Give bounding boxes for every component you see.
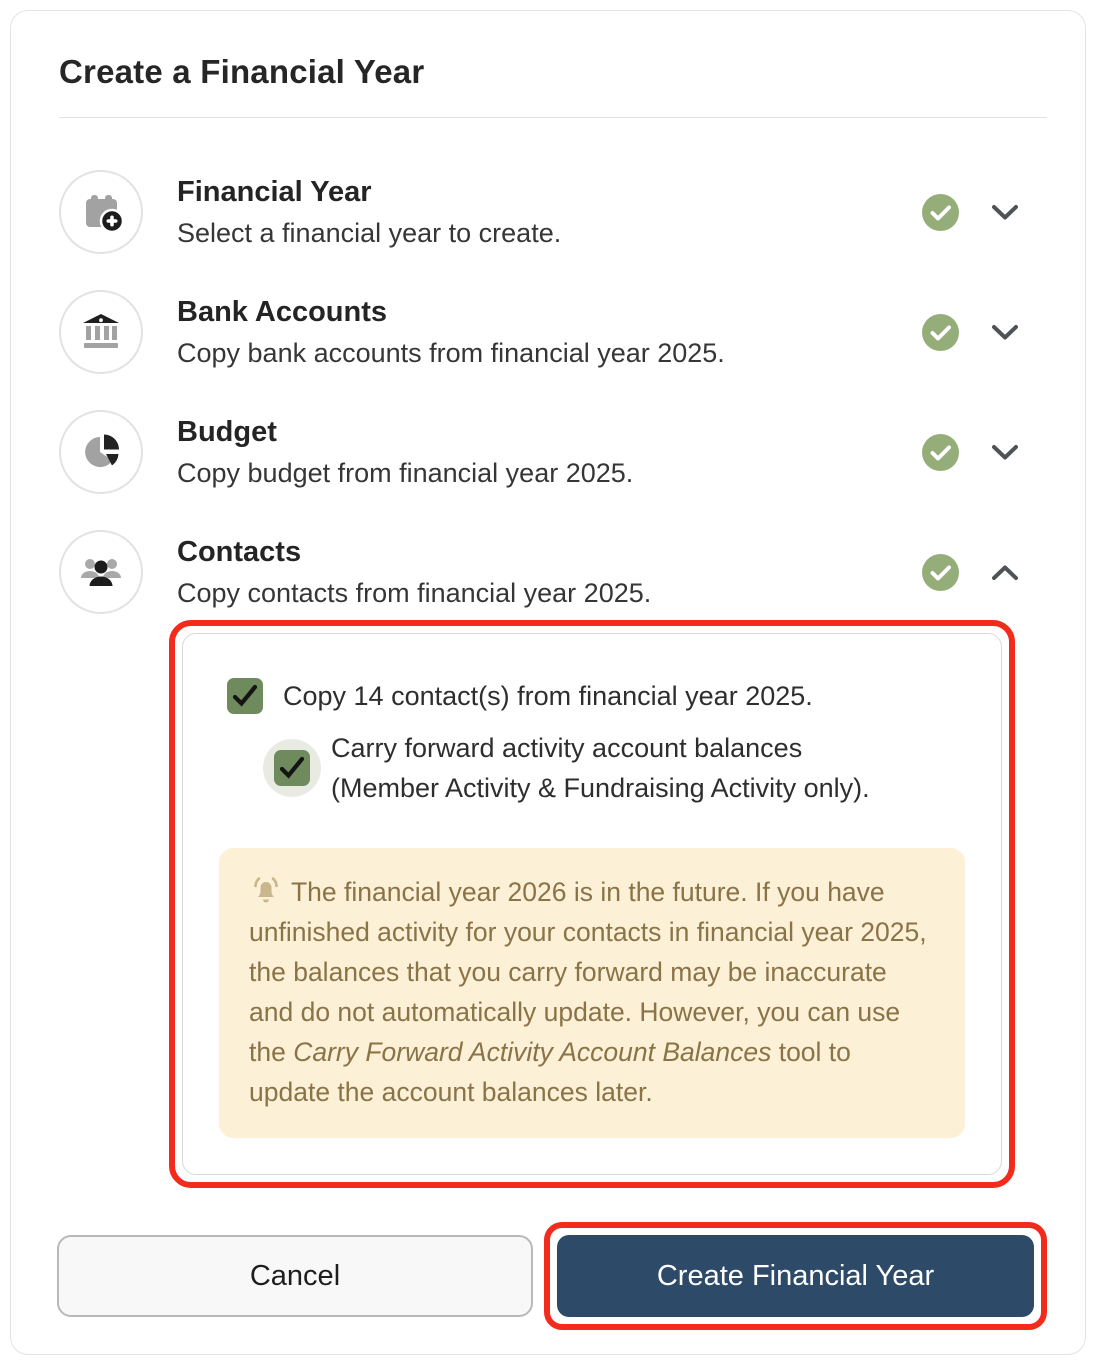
- people-icon: [59, 530, 143, 614]
- highlight-ring-contacts-panel: [169, 620, 1015, 1188]
- check-circle-icon: [922, 314, 959, 351]
- title-divider: [59, 117, 1047, 118]
- notice-text-before: The financial year 2026 is in the future. If you have unfinished activity for your contacts in financial year 2025, the balances that you carry forward may be inaccurate and do not automatically update. However, you can use the: [249, 877, 927, 1067]
- step-title-contacts: Contacts: [177, 535, 302, 568]
- step-row-contacts: [59, 530, 1043, 614]
- bell-icon: [249, 874, 283, 906]
- step-subtitle-contacts: Copy contacts from financial year 2025.: [177, 577, 652, 608]
- copy-contacts-label: Copy 14 contact(s) from financial year 2025.: [283, 680, 813, 711]
- carry-forward-label: [331, 728, 870, 808]
- check-circle-icon: [922, 194, 959, 231]
- step-title-financial-year: Financial Year: [177, 175, 372, 208]
- step-title-bank-accounts: Bank Accounts: [177, 295, 388, 328]
- step-subtitle-budget: Copy budget from financial year 2025.: [177, 457, 634, 488]
- copy-contacts-checkbox-row: [227, 678, 965, 714]
- check-circle-icon: [922, 434, 959, 471]
- notice-text-after: tool to update the account balances later.: [249, 1037, 851, 1107]
- step-subtitle-bank-accounts: Copy bank accounts from financial year 2025.: [177, 337, 725, 368]
- copy-contacts-checkbox[interactable]: [227, 678, 263, 714]
- step-title-budget: Budget: [177, 415, 277, 448]
- step-row-bank-accounts: [59, 290, 1043, 374]
- create-financial-year-button[interactable]: Create Financial Year: [557, 1235, 1034, 1317]
- checkbox-focus-halo: [263, 739, 321, 797]
- check-circle-icon: [922, 554, 959, 591]
- step-row-budget: [59, 410, 1043, 494]
- carry-forward-label-line2: (Member Activity & Fundraising Activity only).: [331, 773, 870, 803]
- future-year-notice: [219, 848, 965, 1138]
- chevron-down-icon[interactable]: [985, 198, 1025, 227]
- bank-icon: [59, 290, 143, 374]
- carry-forward-checkbox[interactable]: [274, 750, 310, 786]
- chevron-down-icon[interactable]: [985, 318, 1025, 347]
- carry-forward-checkbox-row: [263, 728, 965, 808]
- cancel-button[interactable]: Cancel: [57, 1235, 533, 1317]
- create-financial-year-dialog: [10, 10, 1086, 1355]
- dialog-footer: [57, 1222, 1047, 1330]
- contacts-expanded-panel: [182, 633, 1002, 1175]
- step-subtitle-financial-year: Select a financial year to create.: [177, 217, 562, 248]
- step-row-financial-year: [59, 170, 1043, 254]
- pie-chart-icon: [59, 410, 143, 494]
- notice-text-italic: Carry Forward Activity Account Balances: [293, 1037, 772, 1067]
- calendar-plus-icon: [59, 170, 143, 254]
- chevron-up-icon[interactable]: [985, 558, 1025, 587]
- dialog-title: Create a Financial Year: [59, 53, 425, 90]
- highlight-ring-create-button: [544, 1222, 1047, 1330]
- carry-forward-label-line1: Carry forward activity account balances: [331, 733, 803, 763]
- chevron-down-icon[interactable]: [985, 438, 1025, 467]
